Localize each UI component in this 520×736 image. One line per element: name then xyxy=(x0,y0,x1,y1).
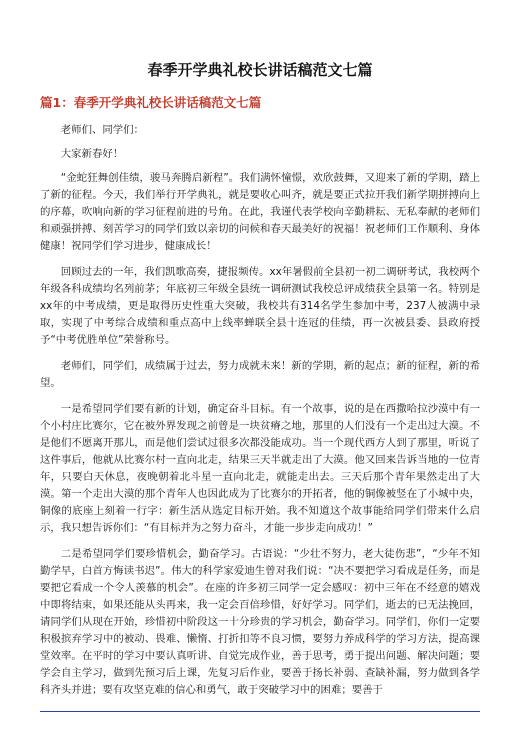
section-heading: 篇1：春季开学典礼校长讲话稿范文七篇 xyxy=(40,95,262,110)
salutation-paragraph: 老师们、同学们： xyxy=(60,124,144,136)
greeting-paragraph: 大家新春好！ xyxy=(60,148,124,160)
body-paragraph: 二是希望同学们要珍惜机会，勤奋学习。古语说：“少壮不努力，老大徒伤悲”，“少年不知勤学早，白首方悔读书迟”。伟大的科学家爱迪生曾对我们说：“决不要把学习看成是任务，而是要把它看成一个令人羡慕的机会”。在座的许多初三同学一定会感叹：初中三年在不经意的嬉戏中即将结束，如果还能从头再来，我一定会百倍珍惜，好好学习。同学们，逝去的已无法挽回，请同学们从现在开始，珍惜初中阶段这一十分珍贵的学习机会，勤奋学习。同学们，你们一定要积极摈弃学习中的被动、畏难、懒惰、打折扣等不良习惯，要努力养成科学的学习方法，提高课堂效率。在平时的学习中要认真听讲、自觉完成作业，善于思考，勇于提出问题、解决问题；要学会自主学习，做到先预习后上课，先复习后作业，要善于扬长补弱、查缺补漏，努力做到各学科齐头并进；要有攻坚克难的信心和勇气，敢于突破学习中的困难；要善于 xyxy=(40,548,480,696)
body-paragraph: 老师们，同学们，成绩属于过去，努力成就未来！新的学期，新的起点；新的征程，新的希望。 xyxy=(40,360,480,389)
body-paragraph: 回顾过去的一年，我们凯歌高奏，捷报频传。xx年暑假前全县初一初二调研考试，我校两个年级各科成绩均名列前茅；年底初三年级全县统一调研测试我校总评成绩获全县第一名。特别是xx年的中考成绩，更是取得历史性重大突破，我校共有314名学生参加中考，237人被满中录取，实现了中考综合成绩和重点高中上线率蝉联全县十连冠的佳绩，再一次被县委、县政府授予“中考优胜单位”荣誉称号。 xyxy=(40,266,480,346)
footer-divider xyxy=(40,711,480,712)
document-title: 春季开学典礼校长讲话稿范文七篇 xyxy=(147,61,373,79)
body-paragraph: “金蛇狂舞创佳绩，骏马奔腾启新程”。我们满怀憧憬，欢欣鼓舞，又迎来了新的学期，踏上了新的征程。今天，我们举行开学典礼，就是要收心叫齐，就是要正式拉开我们新学期拼搏向上的序幕，吹响向新的学习征程前进的号角。在此，我谨代表学校向辛勤耕耘、无私奉献的老师们和顽强拼搏、刻苦学习的同学们致以亲切的问候和春天最美好的祝福！祝老师们工作顺利、身体健康！祝同学们学习进步，健康成长！ xyxy=(40,172,480,252)
body-paragraph: 一是希望同学们要有新的计划，确定奋斗目标。有一个故事，说的是在西撒哈拉沙漠中有一个小村庄比赛尔，它在被外界发现之前曾是一块贫瘠之地，那里的人们没有一个走出过大漠。不是他们不愿离开那儿，而是他们尝试过很多次都没能成功。当一个现代西方人到了那里，听说了这件事后，他就从比赛尔村一直向北走，结果三天半就走出了大漠。他又回来告诉当地的一位青年，只要白天休息，夜晚朝着北斗星一直向北走，就能走出去。三天后那个青年果然走出了大漠。第一个走出大漠的那个青年人也因此成为了比赛尔的开拓者，他的铜像被竖在了小城中央，铜像的底座上刻着一行字：新生活从选定目标开始。我不知道这个故事能给同学们带来什么启示，我只想告诉你们：“有目标并为之努力奋斗，才能一步步走向成功！” xyxy=(40,403,480,534)
